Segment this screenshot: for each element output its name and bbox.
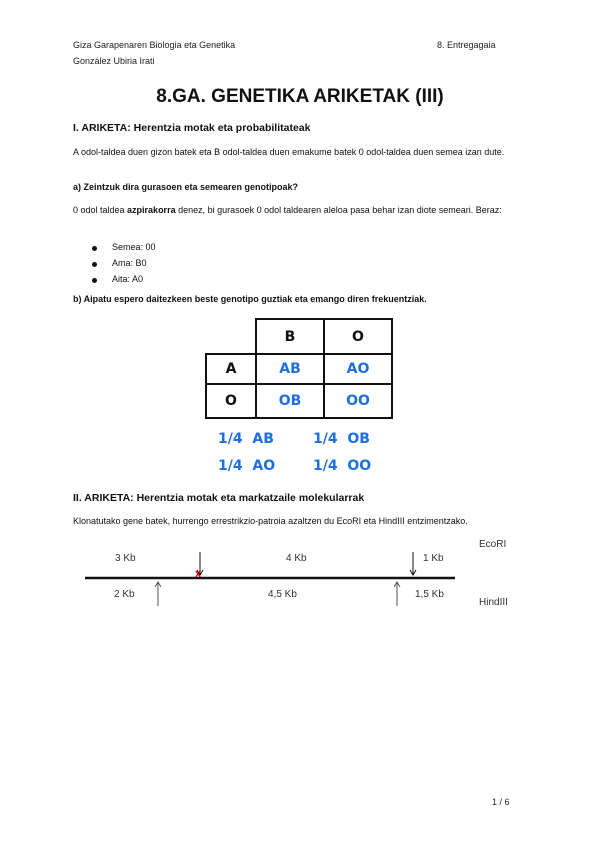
mutation-mark: x [195,568,202,580]
page-title: 8.GA. GENETIKA ARIKETAK (III) [156,86,444,107]
arrow-up-icon [155,582,161,606]
restriction-map-lines [0,530,600,620]
genotype: OB [347,431,370,447]
punnett-cell: AO [323,353,393,385]
page-number: 1 / 6 [492,797,510,807]
list-item: Aita: A0 [92,274,156,290]
hindiii-fragment: 1,5 Kb [415,589,444,600]
answer-a-text: 0 odol taldea [73,205,128,215]
question-b: b) Aipatu espero daitezkeen beste genotipo guztiak eta emango diren frekuentziak. [73,294,427,304]
header-course: Giza Garapenaren Biologia eta Genetika [73,40,236,50]
fraction: 1/4 [313,431,338,447]
genotype: AB [252,431,274,447]
col-header: O [323,318,393,355]
answer-a-text-end: denez, bi gurasoek 0 odol taldearen aleloa pasa behar izan diote semeari. Beraz: [175,205,502,215]
hindiii-fragment: 2 Kb [114,589,135,600]
punnett-cell: AB [255,353,325,385]
fraction: 1/4 [313,458,338,474]
genotype: AO [252,458,276,474]
hindiii-label: HindIII [479,597,508,608]
arrow-down-icon [410,552,416,575]
exercise2-intro: Klonatutako gene batek, hurrengo errestrikzio-patroia azaltzen du EcoRI eta HindIII entzimentzako. [73,516,468,526]
arrow-up-icon [394,582,400,606]
exercise1-heading: I. ARIKETA: Herentzia motak eta probabilitateak [73,122,311,134]
ecori-fragment: 3 Kb [115,553,136,564]
row-header: A [205,353,257,385]
header-delivery: 8. Entregagaia [437,40,496,50]
row-header: O [205,383,257,419]
exercise1-intro: A odol-taldea duen gizon batek eta B odol-taldea duen emakume batek 0 odol-taldea duen semea izan dute. [73,147,505,157]
fraction: 1/4 [218,431,243,447]
genotype: OO [347,458,372,474]
header-author: González Ubiria Irati [73,56,155,66]
ecori-fragment: 4 Kb [286,553,307,564]
ecori-label: EcoRI [479,539,507,550]
ecori-fragment: 1 Kb [423,553,444,564]
question-a: a) Zeintzuk dira gurasoen eta semearen genotipoak? [73,182,299,192]
punnett-cell: OB [255,383,325,419]
genotype-list [92,242,156,290]
list-item: Semea: 00 [92,242,156,258]
answer-a-bold: azpirakorra [127,205,176,215]
answer-a [73,203,530,218]
hindiii-fragment: 4,5 Kb [268,589,297,600]
col-header: B [255,318,325,355]
exercise2-heading: II. ARIKETA: Herentzia motak eta markatzaile molekularrak [73,492,365,504]
punnett-cell: OO [323,383,393,419]
fraction: 1/4 [218,458,243,474]
list-item: Ama: B0 [92,258,156,274]
